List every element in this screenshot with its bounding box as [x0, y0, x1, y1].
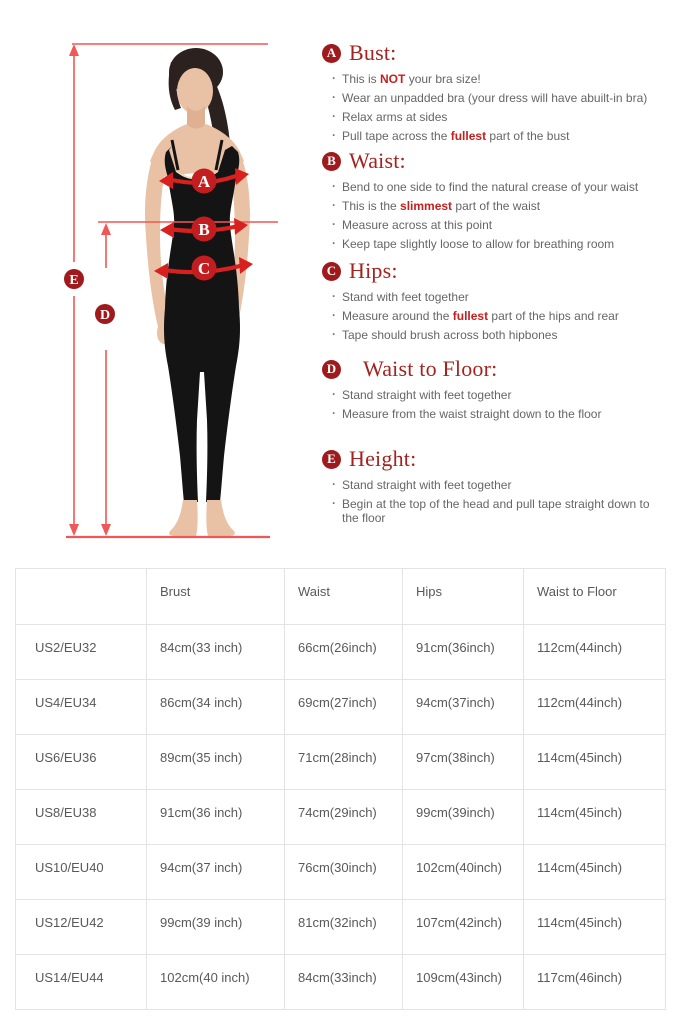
- measurement-cell: 74cm(29inch): [285, 790, 403, 845]
- size-label-cell: US14/EU44: [16, 955, 147, 1010]
- measurement-cell: 89cm(35 inch): [147, 735, 285, 790]
- measurement-cell: 84cm(33inch): [285, 955, 403, 1010]
- column-header: Brust: [147, 569, 285, 625]
- column-header: [16, 569, 147, 625]
- measurement-cell: 107cm(42inch): [403, 900, 524, 955]
- bullet-item: · Stand straight with feet together: [332, 387, 512, 402]
- measurement-cell: 71cm(28inch): [285, 735, 403, 790]
- table-row: [16, 680, 666, 735]
- section-title: Hips:: [349, 258, 398, 283]
- bullet-item: · This is the slimmest part of the waist: [332, 198, 541, 213]
- section-bullet-list: [322, 290, 674, 342]
- measurement-cell: 109cm(43inch): [403, 955, 524, 1010]
- size-label-cell: US6/EU36: [16, 735, 147, 790]
- measurement-cell: 114cm(45inch): [524, 845, 666, 900]
- measure-section-e: [322, 446, 674, 530]
- bullet-item: · Relax arms at sides: [332, 109, 448, 124]
- measurement-cell: 97cm(38inch): [403, 735, 524, 790]
- measurement-cell: 99cm(39inch): [403, 790, 524, 845]
- table-row: [16, 845, 666, 900]
- size-label-cell: US8/EU38: [16, 790, 147, 845]
- table-header-row: [16, 569, 666, 625]
- bullet-item: · Stand straight with feet together: [332, 477, 512, 492]
- bullet-item: · Tape should brush across both hipbones: [332, 327, 558, 342]
- measurement-cell: 91cm(36 inch): [147, 790, 285, 845]
- section-badge: C: [322, 262, 341, 281]
- bullet-item: · Keep tape slightly loose to allow for breathing room: [332, 236, 615, 251]
- section-title: Waist to Floor:: [363, 356, 498, 381]
- measurement-cell: 114cm(45inch): [524, 900, 666, 955]
- table-row: [16, 790, 666, 845]
- column-header: Waist to Floor: [524, 569, 666, 625]
- measurement-cell: 66cm(26inch): [285, 625, 403, 680]
- section-title: Height:: [349, 446, 417, 471]
- bullet-item: · Measure across at this point: [332, 217, 493, 232]
- section-title: Waist:: [349, 148, 406, 173]
- measure-section-a: [322, 40, 674, 148]
- size-chart-table: [15, 568, 666, 1010]
- measurement-cell: 102cm(40inch): [403, 845, 524, 900]
- measure-section-b: [322, 148, 674, 256]
- bullet-item: · This is NOT your bra size!: [332, 71, 481, 86]
- measurement-cell: 76cm(30inch): [285, 845, 403, 900]
- measurement-cell: 81cm(32inch): [285, 900, 403, 955]
- table-row: [16, 955, 666, 1010]
- section-bullet-list: [322, 180, 674, 251]
- measurement-cell: 86cm(34 inch): [147, 680, 285, 735]
- column-header: Waist: [285, 569, 403, 625]
- measurement-cell: 102cm(40 inch): [147, 955, 285, 1010]
- measurement-cell: 91cm(36inch): [403, 625, 524, 680]
- height-badge-letter: E: [69, 273, 79, 288]
- bullet-item: · Measure from the waist straight down to the floor: [332, 406, 602, 421]
- measurement-cell: 112cm(44inch): [524, 680, 666, 735]
- measurement-cell: 94cm(37inch): [403, 680, 524, 735]
- measurement-cell: 114cm(45inch): [524, 790, 666, 845]
- measurement-cell: 99cm(39 inch): [147, 900, 285, 955]
- measurement-cell: 94cm(37 inch): [147, 845, 285, 900]
- section-badge: A: [322, 44, 341, 63]
- measurement-cell: 112cm(44inch): [524, 625, 666, 680]
- bullet-item: · Wear an unpadded bra (your dress will have abuilt-in bra): [332, 90, 648, 105]
- section-badge: B: [322, 152, 341, 171]
- bullet-item: · Pull tape across the fullest part of the bust: [332, 128, 570, 143]
- bullet-item: · Bend to one side to find the natural crease of your waist: [332, 179, 639, 194]
- section-badge: E: [322, 450, 341, 469]
- measurement-cell: 114cm(45inch): [524, 735, 666, 790]
- measurement-cell: 117cm(46inch): [524, 955, 666, 1010]
- column-header: Hips: [403, 569, 524, 625]
- bullet-item: · Begin at the top of the head and pull tape straight down to the floor: [332, 496, 650, 525]
- table-row: [16, 735, 666, 790]
- measure-section-c: [322, 258, 674, 347]
- section-bullet-list: [322, 72, 674, 143]
- section-title: Bust:: [349, 40, 397, 65]
- bullet-item: · Measure around the fullest part of the hips and rear: [332, 308, 619, 323]
- hips-badge-letter: C: [197, 259, 211, 278]
- size-label-cell: US10/EU40: [16, 845, 147, 900]
- size-label-cell: US4/EU34: [16, 680, 147, 735]
- bullet-item: · Stand with feet together: [332, 289, 469, 304]
- table-row: [16, 625, 666, 680]
- table-row: [16, 900, 666, 955]
- measurement-cell: 84cm(33 inch): [147, 625, 285, 680]
- waist-floor-badge-letter: D: [99, 308, 111, 323]
- measurement-cell: 69cm(27inch): [285, 680, 403, 735]
- measure-section-d: [322, 356, 674, 426]
- waist-badge-letter: B: [198, 220, 210, 239]
- section-badge: D: [322, 360, 341, 379]
- section-bullet-list: [322, 478, 674, 525]
- size-label-cell: US2/EU32: [16, 625, 147, 680]
- section-bullet-list: [322, 388, 674, 421]
- bust-badge-letter: A: [197, 172, 211, 191]
- size-label-cell: US12/EU42: [16, 900, 147, 955]
